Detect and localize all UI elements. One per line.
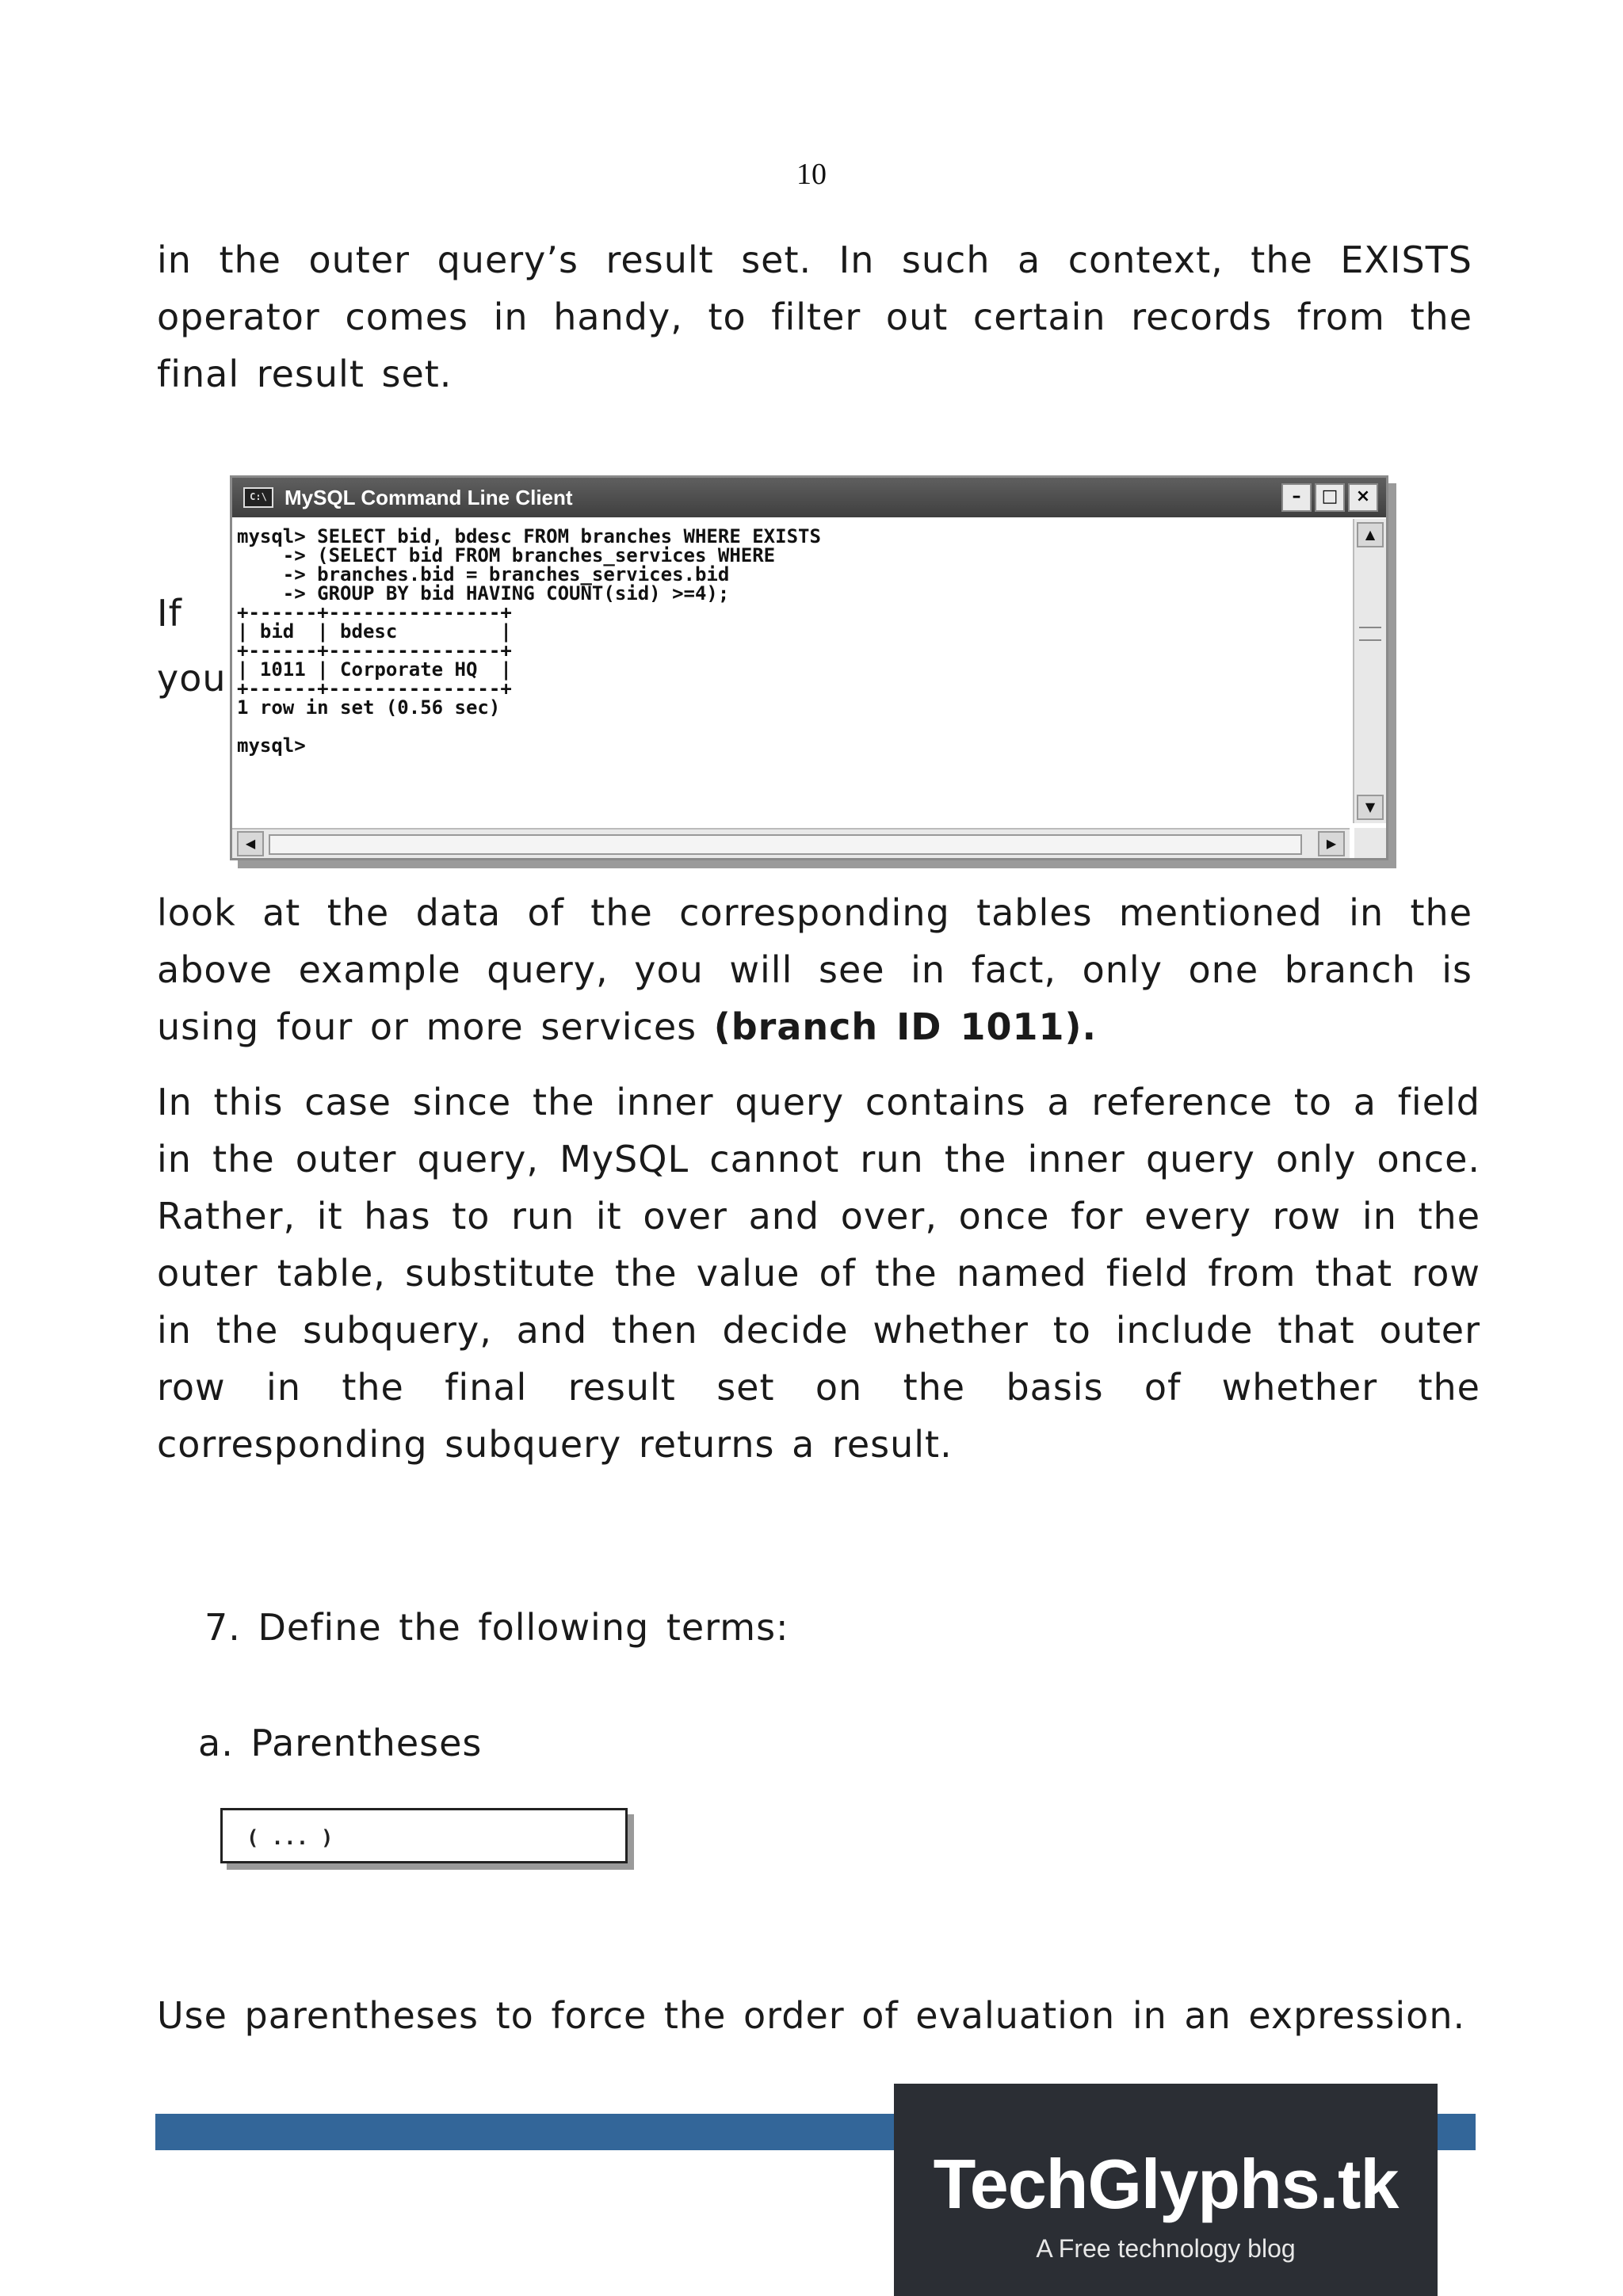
logo-subtitle: A Free technology blog — [1036, 2234, 1296, 2263]
minimize-button[interactable]: – — [1281, 483, 1312, 512]
window-titlebar[interactable] — [232, 478, 1386, 517]
console-text: mysql> SELECT bid, bdesc FROM branches WHERE EXISTS -> (SELECT bid FROM branches_services WHERE -> branches.bid = branches_services.bid -> GROUP BY bid HAVING COUNT(sid) >=4); +------+---------------+ | bid | bdesc | +------+---------------+ | 1011 | Corporate HQ | +------+---------------+ 1 row in set (0.56 sec) mysql> — [237, 525, 821, 757]
side-word-you: you — [157, 657, 227, 700]
console-output[interactable] — [232, 519, 1350, 820]
close-button[interactable]: × — [1348, 483, 1378, 512]
logo-title: TechGlyphs.tk — [933, 2145, 1399, 2223]
scroll-left-icon[interactable]: ◀ — [237, 831, 264, 856]
paragraph-correlated-subquery: In this case since the inner query contains a reference to a field in the outer query, MySQL cannot run the inner query only once. Rather, it has to run it over and over, once for every row in the outer table, substitute the value of the named field from that row in the subquery, and then decide whether to include that outer row in the final result set on the basis of whether the corresponding subquery returns a result. — [157, 1081, 1480, 1466]
parentheses-code-box: ( ... ) — [220, 1808, 628, 1863]
paragraph-query-result-text: look at the data of the corresponding tables mentioned in the above example query, you will see in fact, only one branch is using four or more services — [157, 891, 1472, 1048]
scroll-up-icon[interactable]: ▲ — [1357, 522, 1384, 547]
paragraph-exists-intro: in the outer query’s result set. In such a context, the EXISTS operator comes in handy, to filter out certain records from the final result set. — [157, 238, 1472, 395]
scroll-right-icon[interactable]: ▶ — [1318, 831, 1345, 856]
resize-grip-icon[interactable] — [1354, 828, 1386, 858]
paragraph-parentheses-usage: Use parentheses to force the order of evaluation in an expression. — [157, 1994, 1466, 2037]
scroll-thumb[interactable] — [1359, 627, 1381, 641]
list-item-parentheses: a. Parentheses — [198, 1722, 483, 1764]
scroll-down-icon[interactable]: ▼ — [1357, 795, 1384, 820]
console-icon: C:\ — [243, 487, 273, 508]
window-title: MySQL Command Line Client — [285, 485, 573, 509]
horizontal-scrollbar[interactable] — [232, 828, 1350, 858]
maximize-button[interactable]: □ — [1315, 483, 1345, 512]
horizontal-scroll-track[interactable] — [269, 834, 1302, 855]
page-number: 10 — [796, 158, 827, 191]
branch-id-note: (branch ID 1011). — [713, 1005, 1098, 1048]
list-item-define-terms: 7. Define the following terms: — [204, 1606, 789, 1649]
mysql-client-window — [230, 475, 1388, 860]
vertical-scrollbar[interactable] — [1353, 519, 1386, 823]
techglyphs-logo — [894, 2084, 1438, 2296]
side-word-if: If — [157, 592, 182, 635]
paragraph-query-result — [157, 884, 1472, 1055]
